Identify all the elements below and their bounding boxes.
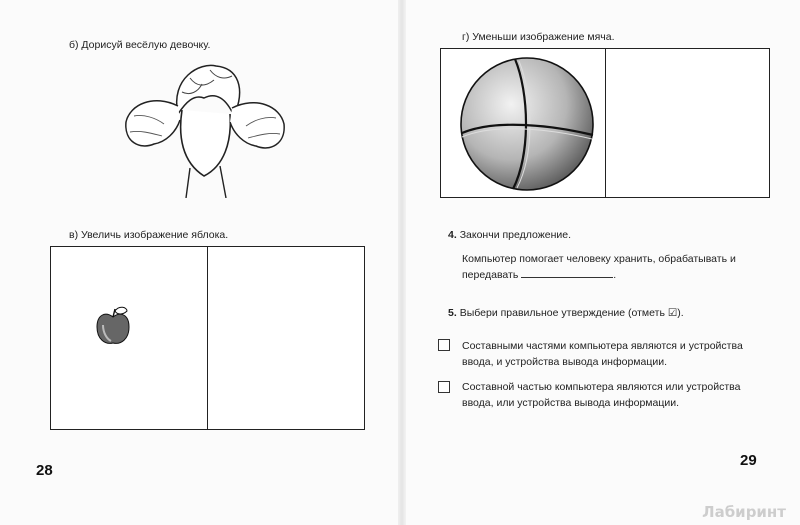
apple-drawing [95, 305, 131, 347]
task-v-label: в) Увеличь изображение яблока. [69, 229, 229, 241]
watermark-logo: Лабиринт [702, 503, 786, 521]
question-4-line-2-text: передавать [462, 269, 519, 281]
answer-blank-line[interactable] [521, 268, 613, 278]
task-g-label: г) Уменьши изображение мяча. [462, 31, 615, 43]
ball-frame-divider [605, 49, 606, 197]
option-1-line-1: Составными частями компьютера являются и устройства [462, 340, 743, 352]
page-number-left: 28 [36, 462, 53, 479]
apple-frame-divider [207, 247, 208, 429]
question-5-title: Выбери правильное утверждение (отметь ☑). [459, 307, 684, 319]
question-4 [448, 228, 571, 242]
task-b-label: б) Дорисуй весёлую девочку. [69, 39, 211, 51]
ball-frame [440, 48, 770, 198]
question-4-period: . [613, 269, 617, 281]
question-5 [448, 306, 684, 320]
option-2-checkbox[interactable] [438, 381, 450, 393]
option-2-line-1: Составной частью компьютера являются или устройства [462, 381, 741, 393]
page-number-right: 29 [740, 452, 757, 469]
ball-drawing [455, 53, 599, 195]
girl-face-drawing [120, 58, 290, 198]
question-5-number: 5. [448, 307, 457, 319]
option-2-line-2: ввода, или устройства вывода информации. [462, 397, 680, 409]
apple-frame [50, 246, 365, 430]
question-4-title: Закончи предложение. [459, 229, 571, 241]
book-gutter [398, 0, 406, 525]
option-1-checkbox[interactable] [438, 339, 450, 351]
question-4-line-2 [462, 268, 616, 282]
question-4-number: 4. [448, 229, 457, 241]
option-1-line-2: ввода, и устройства вывода информации. [462, 356, 668, 368]
question-4-line-1: Компьютер помогает человеку хранить, обрабатывать и [462, 253, 736, 265]
